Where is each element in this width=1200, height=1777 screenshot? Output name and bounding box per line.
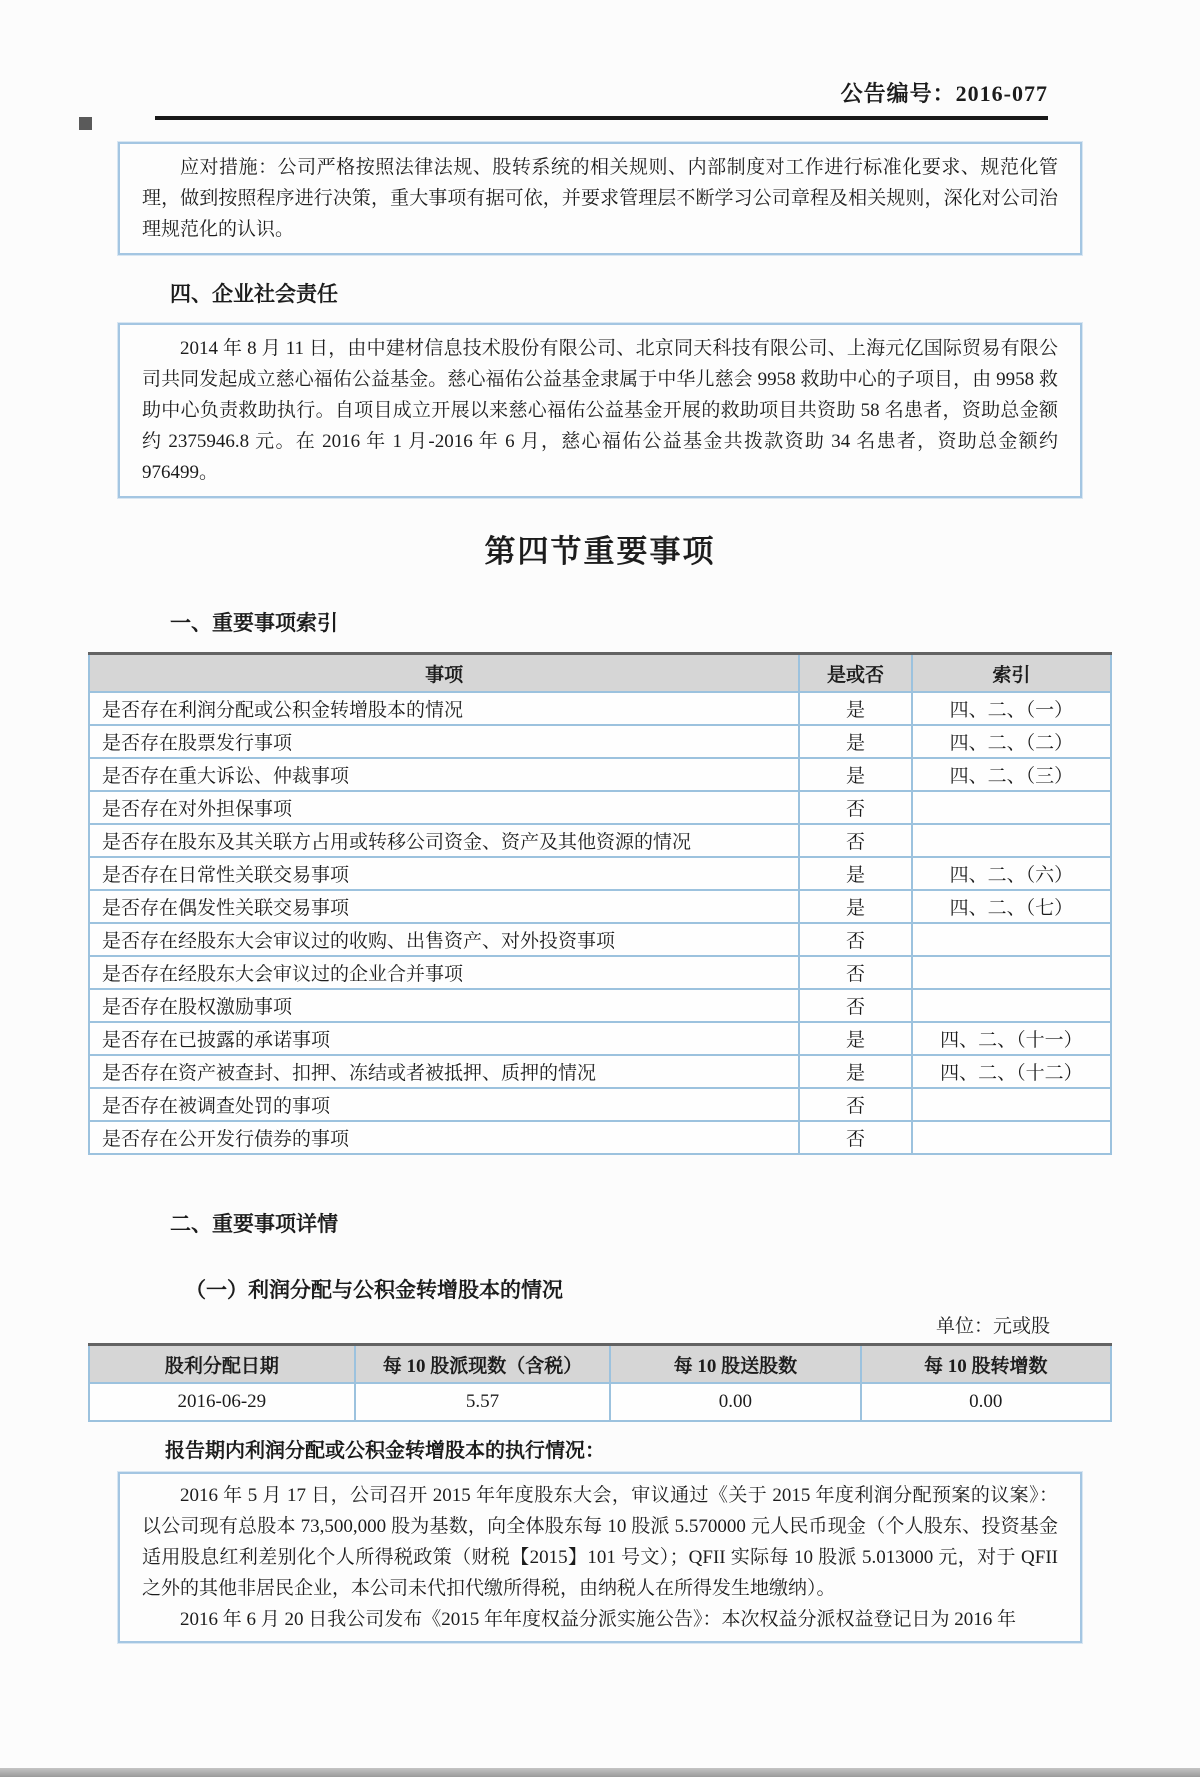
header-rule <box>155 116 1048 120</box>
cell-yes-no: 是 <box>799 725 911 758</box>
cell-index <box>912 824 1111 857</box>
table-row <box>89 824 1111 857</box>
document-page <box>0 80 1200 1777</box>
table-row <box>89 758 1111 791</box>
table-row <box>89 989 1111 1022</box>
cell-item: 是否存在偶发性关联交易事项 <box>89 890 799 923</box>
table-row <box>89 791 1111 824</box>
execution-status-heading: 报告期内利润分配或公积金转增股本的执行情况： <box>165 1440 605 1462</box>
cell-index: 四、二、（二） <box>912 725 1111 758</box>
cell-item: 是否存在日常性关联交易事项 <box>89 857 799 890</box>
table-row <box>89 1022 1111 1055</box>
cell-index: 四、二、（十二） <box>912 1055 1111 1088</box>
cell-index <box>912 956 1111 989</box>
cell-yes-no: 是 <box>799 692 911 725</box>
cell-yes-no: 是 <box>799 1055 911 1088</box>
table-row <box>89 890 1111 923</box>
cell-bonus-per-10: 0.00 <box>610 1383 860 1421</box>
table-row <box>89 692 1111 725</box>
cell-cash-per-10: 5.57 <box>355 1383 611 1421</box>
cell-index: 四、二、（一） <box>912 692 1111 725</box>
cell-item: 是否存在已披露的承诺事项 <box>89 1022 799 1055</box>
cell-item: 是否存在股票发行事项 <box>89 725 799 758</box>
col-header-yes-no: 是或否 <box>799 654 911 693</box>
scan-bottom-edge <box>0 1768 1200 1777</box>
cell-index <box>912 791 1111 824</box>
cell-transfer-per-10: 0.00 <box>861 1383 1111 1421</box>
cell-item: 是否存在公开发行债券的事项 <box>89 1121 799 1154</box>
execution-paragraph: 2016 年 5 月 17 日，公司召开 2015 年年度股东大会，审议通过《关于 2015 年度利润分配预案的议案》：以公司现有总股本 73,500,000 股为基数，向全体股东每 10 股派 5.570000 元人民币现金（个人股东、投资基金适用股息红利差别化个人所得税政策（财税【2015】101 号文）；QFII 实际每 10 股派 5.013000 元，对于 QFII 之外的其他非居民企业，本公司未代扣代缴所得税，由纳税人在所得发生地缴纳）。 <box>142 1485 1058 1599</box>
cell-index <box>912 989 1111 1022</box>
table-row <box>89 1055 1111 1088</box>
table-row <box>89 923 1111 956</box>
cell-item: 是否存在利润分配或公积金转增股本的情况 <box>89 692 799 725</box>
cell-yes-no: 是 <box>799 1022 911 1055</box>
cell-index <box>912 1088 1111 1121</box>
table-row <box>89 1121 1111 1154</box>
cell-yes-no: 否 <box>799 956 911 989</box>
execution-paragraph: 2016 年 6 月 20 日我公司发布《2015 年年度权益分派实施公告》：本次权益分派权益登记日为 2016 年 <box>180 1609 1017 1630</box>
cell-item: 是否存在股权激励事项 <box>89 989 799 1022</box>
execution-details-box <box>118 1472 1082 1643</box>
cell-dividend-date: 2016-06-29 <box>89 1383 355 1421</box>
details-section-heading: 二、重要事项详情 <box>170 1212 338 1236</box>
cell-item: 是否存在被调查处罚的事项 <box>89 1088 799 1121</box>
cell-index: 四、二、（七） <box>912 890 1111 923</box>
cell-index <box>912 923 1111 956</box>
countermeasures-box <box>118 142 1082 255</box>
cell-index: 四、二、（十一） <box>912 1022 1111 1055</box>
col-header-index: 索引 <box>912 654 1111 693</box>
csr-box <box>118 323 1082 498</box>
cell-index <box>912 1121 1111 1154</box>
cell-item: 是否存在股东及其关联方占用或转移公司资金、资产及其他资源的情况 <box>89 824 799 857</box>
cell-yes-no: 否 <box>799 791 911 824</box>
profit-distribution-heading: （一）利润分配与公积金转增股本的情况 <box>185 1278 563 1302</box>
col-header-item: 事项 <box>89 654 799 693</box>
dividend-distribution-table <box>88 1343 1112 1422</box>
cell-item: 是否存在经股东大会审议过的企业合并事项 <box>89 956 799 989</box>
cell-item: 是否存在资产被查封、扣押、冻结或者被抵押、质押的情况 <box>89 1055 799 1088</box>
table-row <box>89 1383 1111 1421</box>
cell-item: 是否存在经股东大会审议过的收购、出售资产、对外投资事项 <box>89 923 799 956</box>
cell-yes-no: 是 <box>799 857 911 890</box>
important-matters-index-table <box>88 652 1112 1155</box>
col-header-dividend-date: 股利分配日期 <box>89 1345 355 1384</box>
col-header-bonus-per-10: 每 10 股送股数 <box>610 1345 860 1384</box>
cell-yes-no: 否 <box>799 824 911 857</box>
csr-section-heading: 四、企业社会责任 <box>170 282 338 306</box>
announcement-number: 公告编号：2016-077 <box>840 81 1048 106</box>
table-row <box>89 857 1111 890</box>
cell-yes-no: 是 <box>799 758 911 791</box>
cell-yes-no: 否 <box>799 923 911 956</box>
table-row <box>89 1088 1111 1121</box>
col-header-transfer-per-10: 每 10 股转增数 <box>861 1345 1111 1384</box>
dividend-table-header-row <box>89 1345 1111 1384</box>
unit-note: 单位：元或股 <box>935 1316 1050 1337</box>
table-row <box>89 956 1111 989</box>
countermeasures-text: 应对措施：公司严格按照法律法规、股转系统的相关规则、内部制度对工作进行标准化要求、规范化管理，做到按照程序进行决策，重大事项有据可依，并要求管理层不断学习公司章程及相关规则，深化对公司治理规范化的认识。 <box>142 157 1058 240</box>
cell-yes-no: 否 <box>799 989 911 1022</box>
scan-artifact-square <box>79 117 92 130</box>
chapter-title: 第四节重要事项 <box>484 534 716 569</box>
index-table-header-row <box>89 654 1111 693</box>
cell-item: 是否存在对外担保事项 <box>89 791 799 824</box>
cell-yes-no: 否 <box>799 1121 911 1154</box>
cell-item: 是否存在重大诉讼、仲裁事项 <box>89 758 799 791</box>
col-header-cash-per-10: 每 10 股派现数（含税） <box>355 1345 611 1384</box>
index-section-heading: 一、重要事项索引 <box>170 611 338 635</box>
cell-index: 四、二、（六） <box>912 857 1111 890</box>
csr-text: 2014 年 8 月 11 日，由中建材信息技术股份有限公司、北京同天科技有限公司、上海元亿国际贸易有限公司共同发起成立慈心福佑公益基金。慈心福佑公益基金隶属于中华儿慈会 9958 救助中心的子项目，由 9958 救助中心负责救助执行。自项目成立开展以来慈心福佑公益基金开展的救助项目共资助 58 名患者，资助总金额约 2375946.8 元。在 2016 年 1 月-2016 年 6 月，慈心福佑公益基金共拨款资助 34 名患者，资助总金额约 976499。 <box>142 338 1058 483</box>
table-row <box>89 725 1111 758</box>
cell-yes-no: 否 <box>799 1088 911 1121</box>
cell-yes-no: 是 <box>799 890 911 923</box>
cell-index: 四、二、（三） <box>912 758 1111 791</box>
